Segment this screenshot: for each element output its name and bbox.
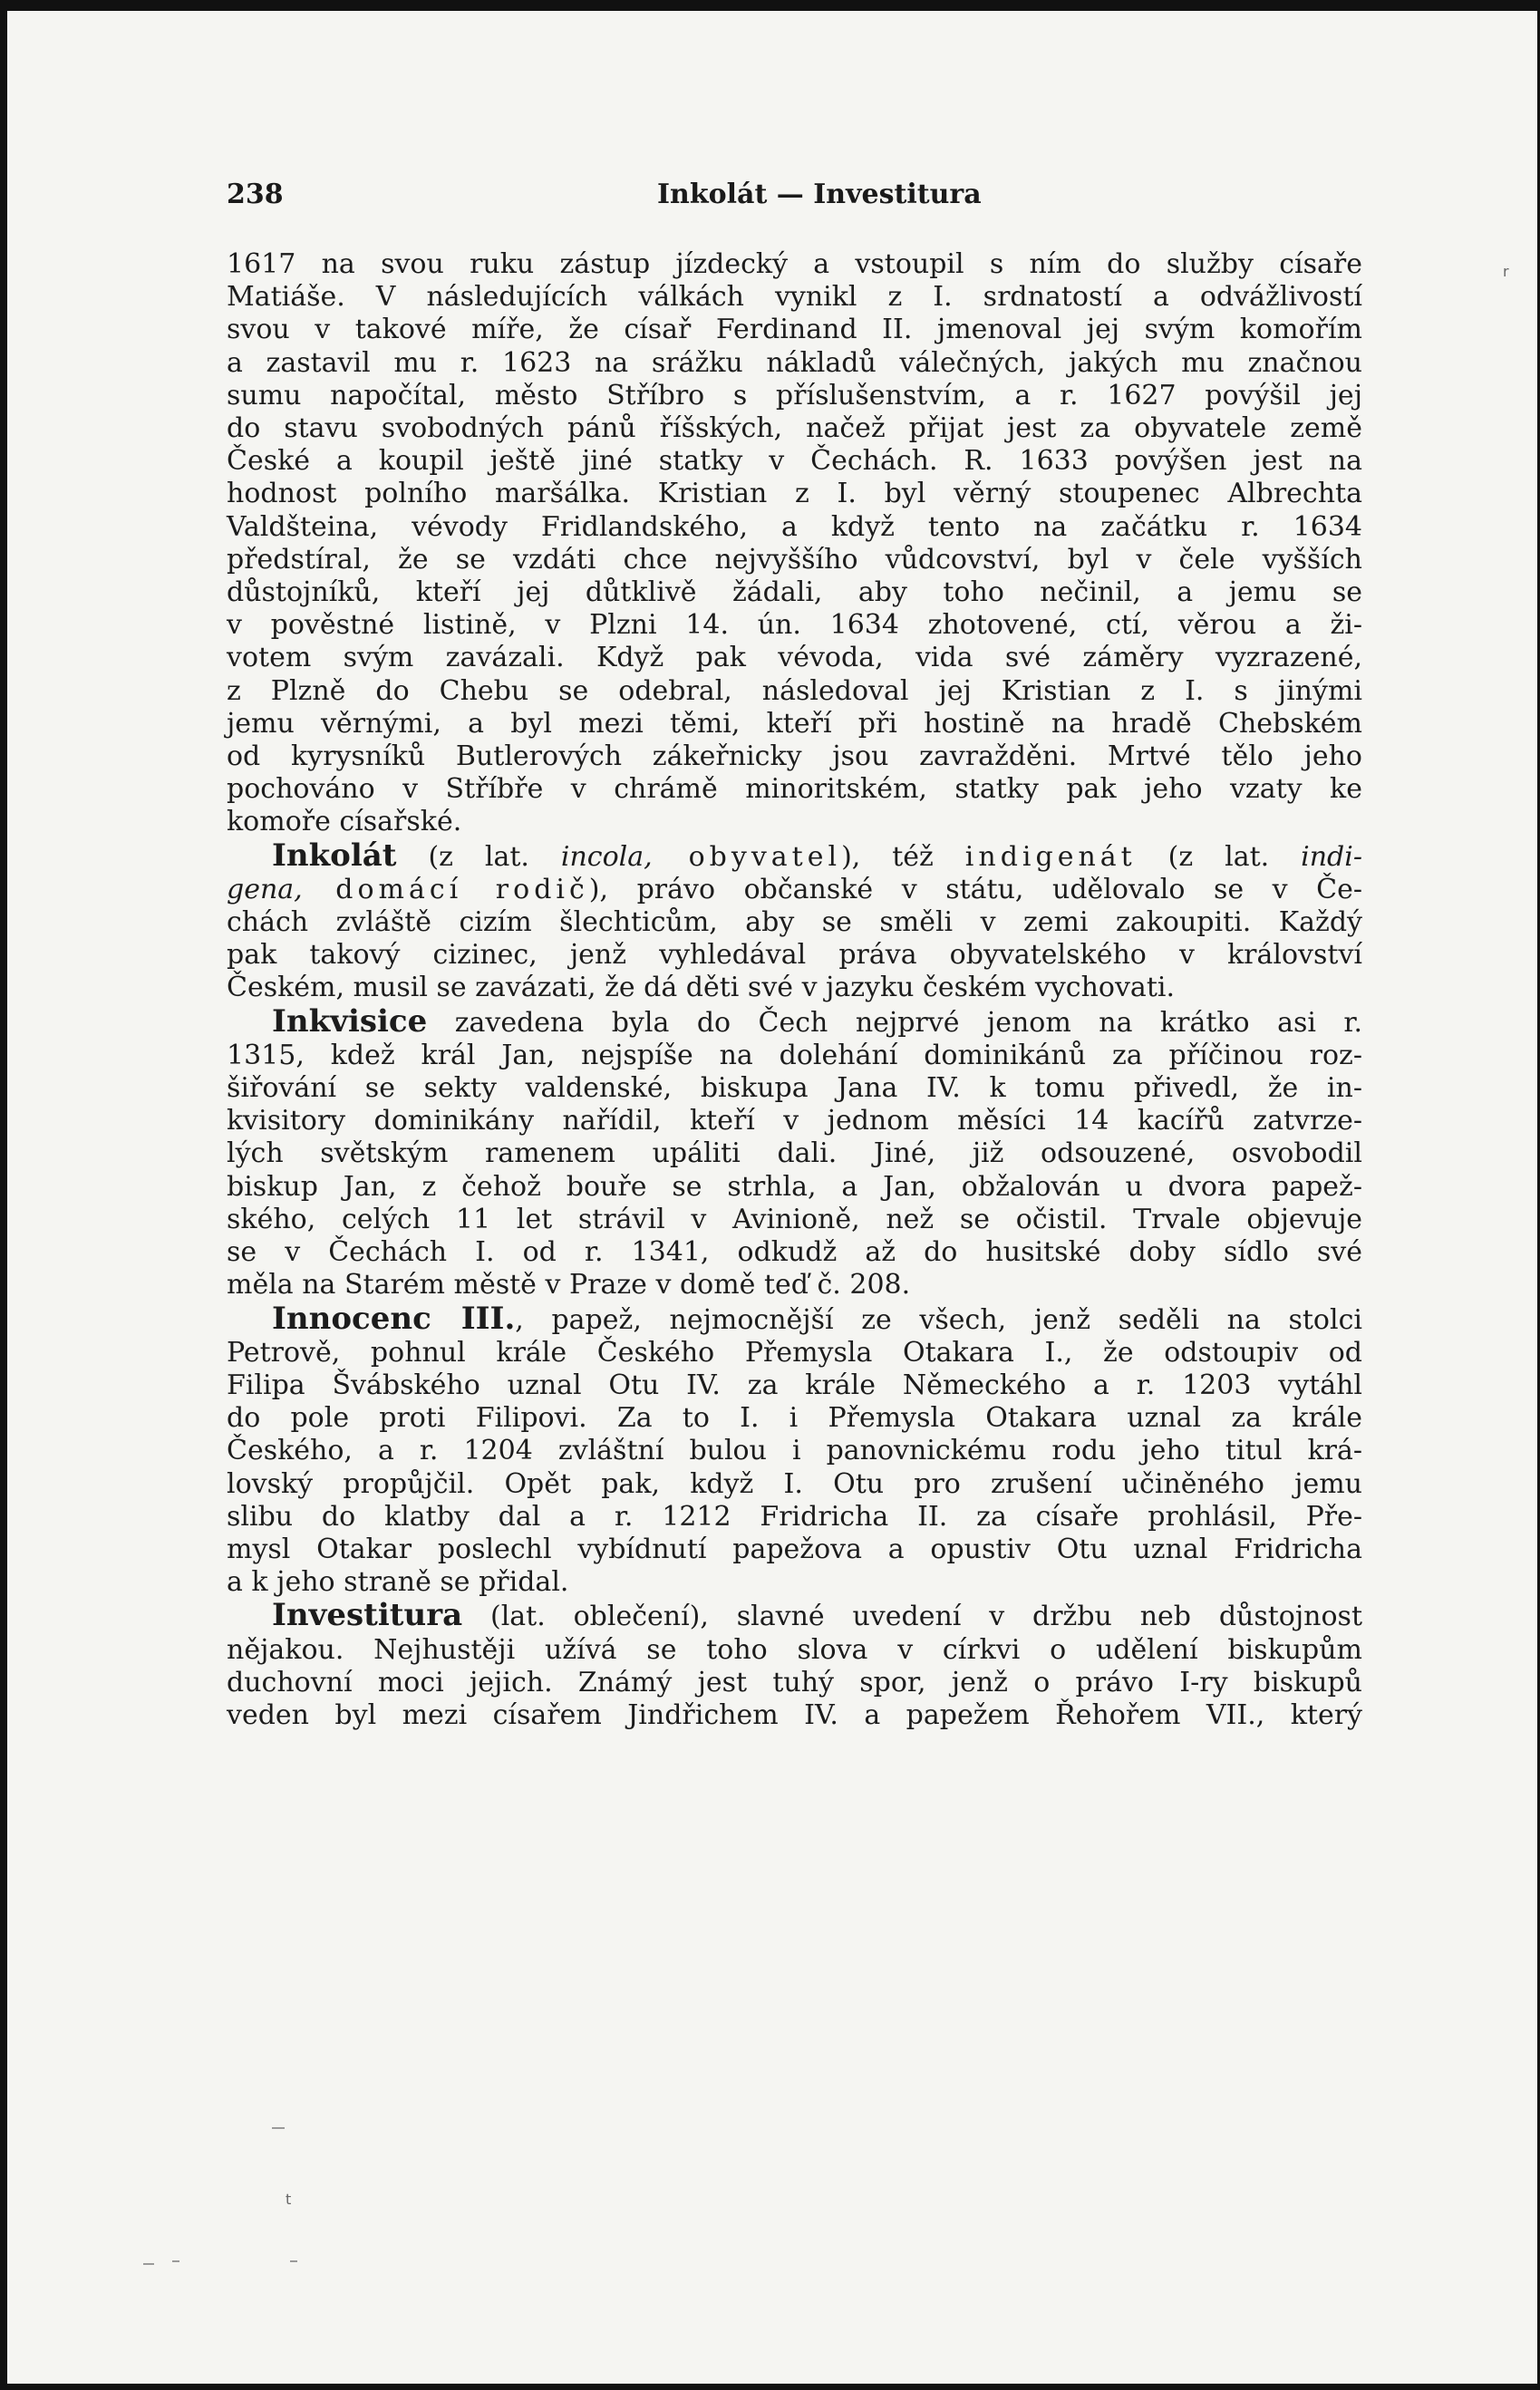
text-line: hodnost polního maršálka. Kristian z I. byl věrný stoupenec Albrechta (227, 478, 1362, 510)
text-line: se v Čechách I. od r. 1341, odkudž až do husitské doby sídlo své (227, 1236, 1362, 1269)
text-line: předstíral, že se vzdáti chce nejvyššího vůdcovství, byl v čele vyšších (227, 543, 1362, 576)
scan-speck (272, 2127, 285, 2129)
text-line: od kyrysníků Butlerových zákeřnicky jsou zavražděni. Mrtvé tělo jeho (227, 740, 1362, 773)
text-line: Českého, a r. 1204 zvláštní bulou i panovnickému rodu jeho titul krá- (227, 1435, 1362, 1467)
lemma-heading: Innocenc III. (272, 1300, 516, 1337)
lemma-heading: Investitura (272, 1597, 463, 1634)
spaced-term: indigenát (964, 840, 1137, 873)
text-line: Petrově, pohnul krále Českého Přemysla Otakara I., že odstoupiv od (227, 1336, 1362, 1369)
italic-term: gena, (227, 873, 303, 905)
text-line: lovský propůjčil. Opět pak, když I. Otu pro zrušení učiněného jemu (227, 1467, 1362, 1500)
text-line: Filipa Švábského uznal Otu IV. za krále Německého a r. 1203 vytáhl (227, 1369, 1362, 1401)
text-line: z Plzně do Chebu se odebral, následoval jej Kristian z I. s jinými (227, 674, 1362, 707)
scan-speck (143, 2263, 154, 2265)
text-run: zavedena byla do Čech nejprvé jenom na krátko asi r. (427, 1006, 1362, 1039)
text-line: důstojníků, kteří jej důtklivě žádali, aby toho nečinil, a jemu se (227, 576, 1362, 609)
margin-mark: t (286, 2191, 292, 2208)
text-run: ), právo občanské v státu, udělovalo se v Če- (588, 873, 1362, 905)
text-line: pak takový cizinec, jenž vyhledával práva obyvatelského v království (227, 939, 1362, 972)
text-line: do stavu svobodných pánů říšských, načež přijat jest za obyvatele země (227, 412, 1362, 445)
text-run: , papež, nejmocnější ze všech, jenž seděli na stolci (515, 1303, 1362, 1336)
text-run: (lat. oblečení), slavné uvedení v držbu neb důstojnost (462, 1601, 1362, 1633)
text-line: Matiáše. V následujících válkách vynikl z I. srdnatostí a odvážlivostí (227, 281, 1362, 314)
spaced-term: domácí rodič (302, 873, 589, 905)
text-line: České a koupil ještě jiné statky v Čechách. R. 1633 povýšen jest na (227, 445, 1362, 478)
text-line: 1617 na svou ruku zástup jízdecký a vstoupil s ním do služby císaře (227, 248, 1362, 280)
page-text (227, 248, 1362, 1732)
text-line: měla na Starém městě v Praze v domě teď č. 208. (227, 1269, 911, 1301)
text-line: slibu do klatby dal a r. 1212 Fridricha II. za císaře prohlásil, Pře- (227, 1500, 1362, 1533)
lemma-heading: Inkolát (272, 837, 397, 874)
text-line: votem svým zavázali. Když pak vévoda, vida své záměry vyzrazené, (227, 642, 1362, 674)
running-title: Inkolát — Investitura (657, 179, 982, 210)
text-run: (z lat. (1136, 840, 1302, 873)
text-line: chách zvláště cizím šlechticům, aby se směli v zemi zakoupiti. Každý (227, 906, 1362, 939)
text-line: a zastavil mu r. 1623 na srážku nákladů válečných, jakých mu značnou (227, 346, 1362, 379)
entry-investitura (227, 1599, 1362, 1732)
margin-mark: r (1503, 263, 1509, 280)
spaced-term: obyvatel (652, 840, 842, 873)
page-number: 238 (227, 179, 284, 210)
entry-first-line (227, 839, 1362, 874)
paragraph-continuation (227, 248, 1362, 839)
text-line: mysl Otakar poslechl vybídnutí papežova a opustiv Otu uznal Fridricha (227, 1533, 1362, 1565)
italic-term: incola, (560, 840, 653, 873)
text-line: Českém, musil se zavázati, že dá děti své v jazyku českém vychovati. (227, 972, 1176, 1004)
text-line: svou v takové míře, že císař Ferdinand II. jmenoval jej svým komořím (227, 314, 1362, 346)
text-line: sumu napočítal, město Stříbro s příslušenstvím, a r. 1627 povýšil jej (227, 379, 1362, 411)
text-line: nějakou. Nejhustěji užívá se toho slova v církvi o udělení biskupům (227, 1633, 1362, 1666)
text-line: 1315, kdež král Jan, nejspíše na dolehání dominikánů za příčinou roz- (227, 1039, 1362, 1071)
lemma-heading: Inkvisice (272, 1002, 428, 1040)
book-page (7, 11, 1537, 2384)
text-line: jemu věrnými, a byl mezi těmi, kteří při hostině na hradě Chebském (227, 707, 1362, 740)
text-line: duchovní moci jejich. Známý jest tuhý spor, jenž o právo I-ry biskupů (227, 1666, 1362, 1698)
scan-speck (290, 2260, 297, 2262)
entry-inkolat (227, 839, 1362, 1005)
italic-term: indi- (1301, 840, 1362, 873)
text-line (227, 874, 1362, 906)
scan-speck (172, 2260, 179, 2262)
text-line: kvisitory dominikány nařídil, kteří v jednom měsíci 14 kacířů zatvrze- (227, 1105, 1362, 1137)
entry-first-line (227, 1302, 1362, 1337)
text-line: v pověstné listině, v Plzni 14. ún. 1634 zhotovené, ctí, věrou a ži- (227, 609, 1362, 642)
text-line: a k jeho straně se přidal. (227, 1566, 569, 1599)
text-line: komoře císařské. (227, 806, 462, 838)
entry-first-line (227, 1599, 1362, 1633)
entry-first-line (227, 1002, 1362, 1040)
text-line: biskup Jan, z čehož bouře se strhla, a Jan, obžalován u dvora papež- (227, 1170, 1362, 1203)
text-line: veden byl mezi císařem Jindřichem IV. a papežem Řehořem VII., který (227, 1698, 1362, 1731)
text-line: ského, celých 11 let strávil v Avinioně, než se očistil. Trvale objevuje (227, 1203, 1362, 1235)
text-line: šiřování se sekty valdenské, biskupa Jana IV. k tomu přivedl, že in- (227, 1072, 1362, 1105)
text-line: do pole proti Filipovi. Za to I. i Přemysla Otakara uznal za krále (227, 1402, 1362, 1435)
text-line: lých světským ramenem upáliti dali. Jiné, již odsouzené, osvobodil (227, 1137, 1362, 1170)
text-line: pochováno v Stříbře v chrámě minoritském, statky pak jeho vzaty ke (227, 773, 1362, 806)
entry-inkvisice (227, 1002, 1362, 1302)
entry-innocenc (227, 1302, 1362, 1600)
text-run: ), též (841, 840, 965, 873)
text-run: (z lat. (396, 840, 561, 873)
text-line: Valdšteina, vévody Fridlandského, a když tento na začátku r. 1634 (227, 510, 1362, 543)
